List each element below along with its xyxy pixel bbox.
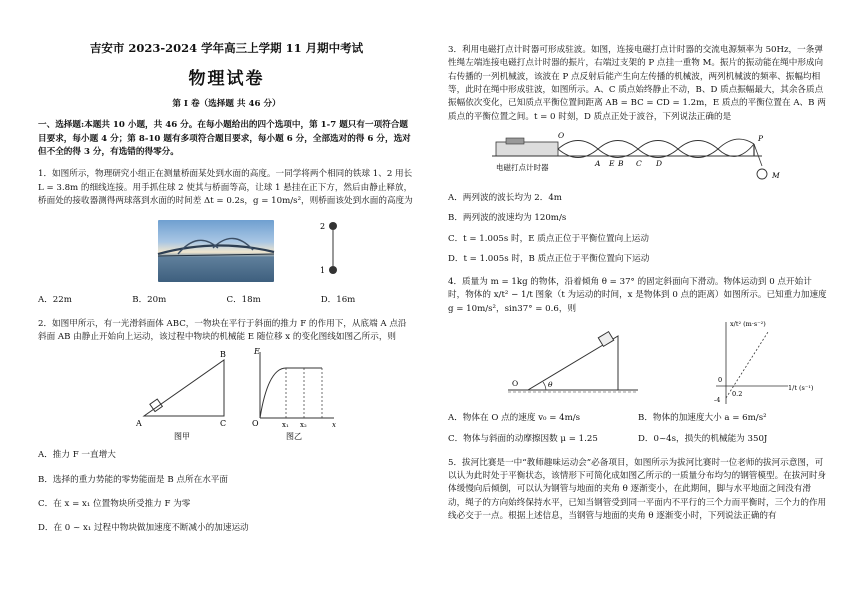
question-4-text: 4．质量为 m = 1kg 的物体，沿着倾角 θ = 37° 的固定斜面向下滑动。物体运动到 0 点开始计时，物体的 x/t² − 1/t 图象（t 为运动的时间，x 是物体到 0 点的距离）如图所示。已知重力加速度 g = 10m/s²，sin37° = 0.6，则: [448, 277, 827, 314]
point-o-label-q4: O: [512, 379, 519, 389]
point-a-label: A: [136, 419, 142, 429]
left-column: [38, 0, 415, 536]
incline-and-graph-q4: [488, 316, 814, 406]
x-axis-label: 1/t (s⁻¹): [788, 384, 814, 393]
question-2-text: 2．如图甲所示，有一光滑斜面体 ABC，一物块在平行于斜面的推力 F 的作用下，从底端 A 点沿斜面 AB 由静止开始向上运动，该过程中物块的机械能 E 随位移 x 的变化图线如图乙所示，则: [38, 318, 407, 342]
option-c[interactable]: C．18m: [226, 295, 261, 306]
question-4-options: [448, 412, 828, 455]
option-a[interactable]: A．22m: [38, 295, 72, 306]
origin-zero-label: 0: [718, 376, 723, 385]
q4-option-d[interactable]: D．0~4s，损失的机械能为 350J: [638, 434, 768, 445]
question-1-figure: [38, 212, 415, 286]
two-ball-diagram: [320, 216, 346, 284]
q2-option-c[interactable]: C．在 x = x₁ 位置物块所受推力 F 为零: [38, 498, 191, 509]
x-tick-label: 0.2: [732, 390, 743, 399]
axis-e-label: E: [254, 347, 260, 357]
q3-option-a[interactable]: A．两列波的波长均为 2．4m: [448, 192, 562, 203]
point-b-label-q3: B: [618, 158, 624, 168]
point-a-label-q3: A: [595, 158, 601, 168]
right-column: [448, 0, 828, 523]
fig2-caption: 图乙: [286, 432, 302, 442]
question-5-text: 5．拔河比赛是一中“教师趣味运动会”必备项目，如图所示为拔河比赛时一位老师的拔河示意图，可以认为此时处于平衡状态，该情形下可简化成如图乙所示的一质量分布均匀的钢管模型。在拔河时身体缓慢向后倾倒，可以认为钢管与地面的夹角 θ 逐渐变小，在此期间，脚与水平地面之间没有滑动，绳子的方向始终保持水平，已知当钢管受到同一平面内不平行的三个力而平衡时，三个力的作用线必交于一点。根据上述信息，当钢管与地面的夹角 θ 逐渐变小时，下列说法正确的有: [448, 457, 827, 521]
question-1-text: 1．如图所示，物理研究小组正在测量桥面某处到水面的高度。一同学将两个相同的铁球 1、2 用长 L = 3.8m 的细线连接。用手抓住球 2 使其与桥面等高，让球 1 悬挂在正下方，然后由静止释放，桥面处的接收器测得两球落到水面的时间差 Δt = 0.2s，g = 10m/s²，则桥面该处到水面的高度为: [38, 169, 413, 207]
instructions: 一、选择题:本题共 10 小题，共 46 分。在每小题给出的四个选项中，第 1-7 题只有一项符合题目要求，每小题 4 分；第 8-10 题有多项符合题目要求，每小题 6 分，全部选对的得 6 分，选对但不全的得 3 分，有选错的得零分。: [38, 120, 411, 158]
option-d[interactable]: D．16m: [320, 295, 356, 306]
x2-label: x₂: [300, 421, 307, 430]
mass-m-label: M: [772, 170, 780, 180]
q3-option-d[interactable]: D．t = 1.005s 时，B 质点正位于平衡位置向下运动: [448, 253, 650, 264]
exam-title: 吉安市 2023-2024 学年高三上学期 11 月期中考试: [89, 41, 364, 55]
point-p-label: P: [758, 133, 764, 143]
y-tick-label: -4: [714, 396, 721, 405]
exam-subtitle: 物理试卷: [188, 68, 265, 89]
q2-option-a[interactable]: A．推力 F 一直增大: [38, 450, 116, 461]
origin-label: O: [252, 419, 259, 429]
incline-and-energy-graph: [134, 346, 344, 442]
point-e-label: E: [609, 158, 615, 168]
y-axis-label: x/t² (m·s⁻²): [730, 320, 766, 329]
option-b[interactable]: B．20m: [132, 295, 167, 306]
point-o-label: O: [558, 130, 565, 140]
ball-2-label: 2: [320, 222, 326, 232]
section-heading: 第 I 卷（选择题 共 46 分）: [172, 99, 281, 110]
point-c-label: C: [220, 419, 227, 429]
q2-option-d[interactable]: D．在 0 ~ x₁ 过程中物块做加速度不断减小的加速运动: [38, 523, 249, 534]
fig1-caption: 图甲: [174, 432, 190, 442]
q3-option-c[interactable]: C．t = 1.005s 时，E 质点正位于平衡位置向上运动: [448, 233, 649, 244]
q2-option-b[interactable]: B．选择的重力势能的零势能面是 B 点所在水平面: [38, 474, 228, 485]
question-2-figure: [38, 344, 415, 442]
point-c-label-q3: C: [636, 158, 642, 168]
point-b-label: B: [220, 350, 226, 360]
q3-option-b[interactable]: B．两列波的波速均为 120m/s: [448, 213, 567, 224]
q4-option-c[interactable]: C．物体与斜面的动摩擦因数 μ = 1.25: [448, 434, 598, 445]
x1-label: x₁: [282, 421, 289, 430]
q4-option-b[interactable]: B．物体的加速度大小 a = 6m/s²: [638, 413, 767, 424]
question-4-figure: [448, 316, 828, 406]
bridge-photo: [158, 220, 274, 282]
timer-label: 电磁打点计时器: [496, 162, 549, 172]
theta-label: θ: [548, 380, 553, 390]
point-d-label: D: [656, 158, 663, 168]
q4-option-a[interactable]: A．物体在 O 点的速度 v₀ = 4m/s: [448, 413, 581, 424]
ball-1-label: 1: [320, 266, 326, 276]
standing-wave-diagram: [492, 126, 792, 188]
question-3-text: 3．利用电磁打点计时器可形成驻波。如图，连接电磁打点计时器的交流电源频率为 50Hz，一条弹性绳左端连接电磁打点计时器的振片，右端过支架的 P 点挂一重物 M。振片的振动能在绳中形成向右传播的一列机械波，该波在 P 点反射后能产生向左传播的机械波，两列机械波的频率、振幅均相等，此时在绳中形成驻波，如图所示。A、C 质点始终静止不动，B、D 质点振幅最大，其余各质点振幅依次变化，已知质点平衡位置间距离 AB = BC = CD = 1.2m，E 质点的平衡位置在 A、B 两质点的平衡位置之间。t = 0 时刻，D 质点正处于波谷，下列说法正确的是: [448, 45, 826, 122]
axis-x-label: x: [332, 421, 336, 430]
question-3-figure: [448, 126, 828, 186]
question-1-options: [38, 294, 415, 307]
